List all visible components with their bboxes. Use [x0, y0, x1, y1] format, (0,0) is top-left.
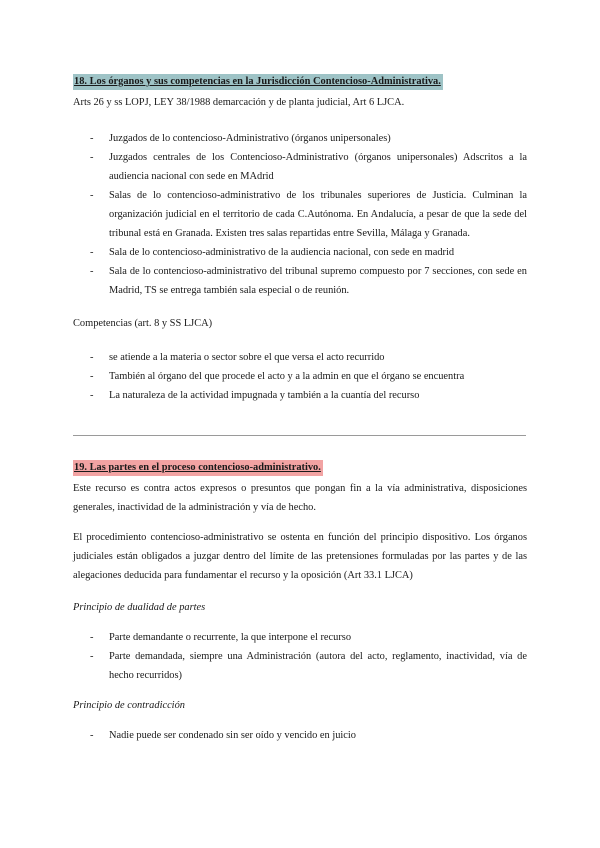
contradiccion-list [73, 726, 527, 745]
section-19-heading: 19. Las partes en el proceso contencioso-administrativo. [73, 460, 323, 476]
dualidad-item: - Parte demandante o recurrente, la que interpone el recurso [109, 628, 527, 647]
organs-list [73, 129, 527, 300]
competencias-label: Competencias (art. 8 y SS LJCA) [73, 318, 213, 329]
section-19 [73, 458, 527, 745]
section-18-heading: 18. Los órganos y sus competencias en la Jurisdicción Contencioso-Administrativa. [73, 74, 443, 90]
organ-item: - Salas de lo contencioso-administrativo de los tribunales superiores de Justicia. Culminan la organización judicial en el territorio de cada C.Autónoma. En Andalucía, a pesar de que la sede del tribunal está en Granada. Existen tres salas repartidas entre Sevilla, Málaga y Granada. [109, 186, 527, 243]
competencia-item: - se atiende a la materia o sector sobre el que versa el acto recurrido [109, 348, 527, 367]
section-18-intro: Arts 26 y ss LOPJ, LEY 38/1988 demarcación y de planta judicial, Art 6 LJCA. [73, 97, 405, 108]
competencia-item: - La naturaleza de la actividad impugnada y también a la cuantía del recurso [109, 386, 527, 405]
section-18 [73, 72, 527, 405]
dualidad-list [73, 628, 527, 685]
competencia-item: - También al órgano del que procede el acto y a la admin en que el órgano se encuentra [109, 367, 527, 386]
section-19-paragraph-2: El procedimiento contencioso-administrativo se ostenta en función del principio dispositivo. Los órganos judiciales están obligados a juzgar dentro del límite de las pretensiones formuladas por las partes y de las alegaciones deducida para fundamentar el recurso y la oposición (Art 33.1 LJCA) [73, 532, 527, 581]
section-divider [73, 435, 526, 436]
organ-item: - Sala de lo contencioso-administrativo del tribunal supremo compuesto por 7 secciones, con sede en Madrid, TS se entrega también sala especial o de reunión. [109, 262, 527, 300]
dualidad-label: Principio de dualidad de partes [73, 602, 206, 613]
contradiccion-label: Principio de contradicción [73, 700, 185, 711]
organ-item: - Sala de lo contencioso-administrativo de la audiencia nacional, con sede en madrid [109, 243, 527, 262]
dualidad-item: - Parte demandada, siempre una Administración (autora del acto, reglamento, inactividad, vía de hecho recurridos) [109, 647, 527, 685]
contradiccion-item: - Nadie puede ser condenado sin ser oído y vencido en juicio [109, 726, 527, 745]
competencias-list [73, 348, 527, 405]
section-19-paragraph-1: Este recurso es contra actos expresos o presuntos que pongan fin a la vía administrativa, disposiciones generales, inactividad de la administración y vía de hecho. [73, 483, 527, 513]
organ-item: - Juzgados centrales de los Contencioso-Administrativo (órganos unipersonales) Adscritos a la audiencia nacional con sede en MAdrid [109, 148, 527, 186]
organ-item: - Juzgados de lo contencioso-Administrativo (órganos unipersonales) [109, 129, 527, 148]
